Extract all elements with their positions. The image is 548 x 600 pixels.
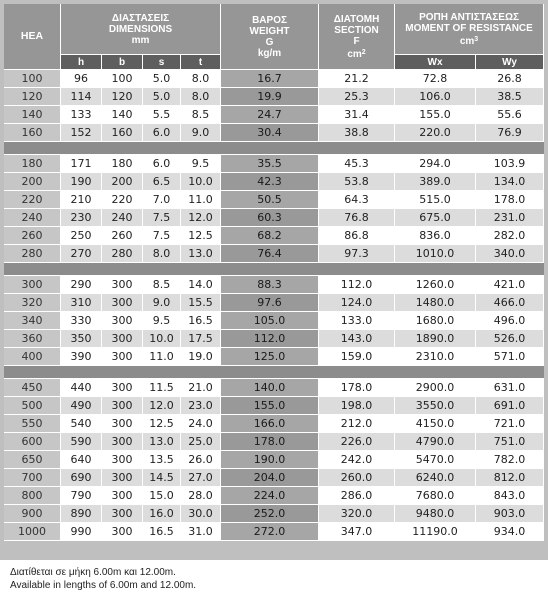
- table-row: [4, 209, 544, 227]
- cell-wx: 155.0: [395, 106, 476, 124]
- cell-hea: 400: [4, 348, 61, 366]
- weight-symbol: G: [265, 36, 274, 48]
- cell-s: 11.0: [143, 348, 181, 366]
- cell-b: 300: [102, 312, 143, 330]
- table-body: [4, 70, 544, 541]
- moment-english: MOMENT OF RESISTANCE: [405, 22, 533, 34]
- cell-wx: 2900.0: [395, 379, 476, 397]
- cell-s: 7.5: [143, 209, 181, 227]
- cell-b: 300: [102, 505, 143, 523]
- cell-h: 210: [61, 191, 102, 209]
- cell-section: 178.0: [319, 379, 395, 397]
- cell-t: 15.5: [181, 294, 221, 312]
- cell-weight: 19.9: [221, 88, 319, 106]
- moment-unit-exponent: 3: [474, 35, 479, 43]
- cell-h: 330: [61, 312, 102, 330]
- weight-greek: ΒΑΡΟΣ: [252, 14, 287, 26]
- cell-section: 86.8: [319, 227, 395, 245]
- availability-note: [10, 566, 196, 592]
- cell-b: 300: [102, 433, 143, 451]
- col-h-header: h: [61, 55, 102, 70]
- col-moment-header: [395, 4, 544, 55]
- table-row: [4, 330, 544, 348]
- cell-b: 140: [102, 106, 143, 124]
- cell-t: 9.0: [181, 124, 221, 142]
- cell-s: 6.0: [143, 155, 181, 173]
- cell-h: 270: [61, 245, 102, 263]
- col-b-header: b: [102, 55, 143, 70]
- cell-weight: 42.3: [221, 173, 319, 191]
- cell-section: 112.0: [319, 276, 395, 294]
- cell-t: 14.0: [181, 276, 221, 294]
- cell-wy: 526.0: [476, 330, 544, 348]
- cell-hea: 100: [4, 70, 61, 88]
- cell-b: 300: [102, 469, 143, 487]
- table-row: [4, 451, 544, 469]
- cell-wx: 4790.0: [395, 433, 476, 451]
- cell-h: 171: [61, 155, 102, 173]
- cell-section: 133.0: [319, 312, 395, 330]
- cell-b: 260: [102, 227, 143, 245]
- cell-h: 114: [61, 88, 102, 106]
- group-separator-cell: [4, 142, 544, 155]
- cell-section: 21.2: [319, 70, 395, 88]
- cell-b: 160: [102, 124, 143, 142]
- cell-wx: 11190.0: [395, 523, 476, 541]
- cell-b: 240: [102, 209, 143, 227]
- availability-note-greek: Διατίθεται σε μήκη 6.00m και 12.00m.: [10, 567, 176, 578]
- cell-t: 31.0: [181, 523, 221, 541]
- cell-section: 198.0: [319, 397, 395, 415]
- cell-hea: 340: [4, 312, 61, 330]
- cell-weight: 140.0: [221, 379, 319, 397]
- cell-b: 300: [102, 451, 143, 469]
- cell-b: 180: [102, 155, 143, 173]
- cell-wy: 782.0: [476, 451, 544, 469]
- col-weight-header: [221, 4, 319, 70]
- cell-wx: 72.8: [395, 70, 476, 88]
- cell-t: 9.5: [181, 155, 221, 173]
- cell-weight: 76.4: [221, 245, 319, 263]
- cell-wy: 631.0: [476, 379, 544, 397]
- cell-b: 300: [102, 379, 143, 397]
- col-hea-header: [4, 4, 61, 70]
- moment-greek: ΡΟΠΗ ΑΝΤΙΣΤΑΣΕΩΣ: [419, 11, 519, 23]
- cell-wy: 903.0: [476, 505, 544, 523]
- hea-dimensions-table: [4, 4, 544, 541]
- cell-b: 300: [102, 397, 143, 415]
- cell-wx: 9480.0: [395, 505, 476, 523]
- cell-wy: 571.0: [476, 348, 544, 366]
- cell-wx: 1680.0: [395, 312, 476, 330]
- cell-wy: 178.0: [476, 191, 544, 209]
- cell-t: 21.0: [181, 379, 221, 397]
- cell-section: 143.0: [319, 330, 395, 348]
- cell-weight: 35.5: [221, 155, 319, 173]
- cell-wx: 220.0: [395, 124, 476, 142]
- section-unit-text: cm: [347, 48, 362, 60]
- cell-weight: 97.6: [221, 294, 319, 312]
- section-greek: ΔΙΑΤΟΜΗ: [333, 13, 380, 25]
- cell-b: 300: [102, 415, 143, 433]
- cell-h: 190: [61, 173, 102, 191]
- cell-hea: 550: [4, 415, 61, 433]
- cell-weight: 252.0: [221, 505, 319, 523]
- cell-weight: 125.0: [221, 348, 319, 366]
- cell-s: 5.5: [143, 106, 181, 124]
- table-row: [4, 379, 544, 397]
- weight-unit: kg/m: [257, 47, 282, 59]
- cell-hea: 900: [4, 505, 61, 523]
- cell-weight: 155.0: [221, 397, 319, 415]
- cell-wy: 340.0: [476, 245, 544, 263]
- cell-section: 45.3: [319, 155, 395, 173]
- cell-wy: 466.0: [476, 294, 544, 312]
- cell-t: 26.0: [181, 451, 221, 469]
- cell-weight: 16.7: [221, 70, 319, 88]
- table-row: [4, 173, 544, 191]
- dimensions-greek: ΔΙΑΣΤΑΣΕΙΣ: [111, 12, 170, 24]
- table-row: [4, 505, 544, 523]
- cell-weight: 50.5: [221, 191, 319, 209]
- cell-h: 540: [61, 415, 102, 433]
- cell-weight: 24.7: [221, 106, 319, 124]
- cell-t: 23.0: [181, 397, 221, 415]
- table-row: [4, 245, 544, 263]
- cell-wy: 76.9: [476, 124, 544, 142]
- table-row: [4, 70, 544, 88]
- cell-s: 7.5: [143, 227, 181, 245]
- cell-s: 7.0: [143, 191, 181, 209]
- cell-section: 97.3: [319, 245, 395, 263]
- cell-wy: 231.0: [476, 209, 544, 227]
- cell-h: 290: [61, 276, 102, 294]
- cell-s: 9.0: [143, 294, 181, 312]
- cell-weight: 224.0: [221, 487, 319, 505]
- cell-s: 8.0: [143, 245, 181, 263]
- cell-t: 8.5: [181, 106, 221, 124]
- table-row: [4, 88, 544, 106]
- cell-section: 38.8: [319, 124, 395, 142]
- cell-wx: 1480.0: [395, 294, 476, 312]
- group-separator-cell: [4, 366, 544, 379]
- hea-label: HEA: [20, 30, 44, 42]
- cell-s: 12.5: [143, 415, 181, 433]
- table-row: [4, 191, 544, 209]
- table-row: [4, 348, 544, 366]
- cell-hea: 800: [4, 487, 61, 505]
- cell-t: 24.0: [181, 415, 221, 433]
- cell-h: 133: [61, 106, 102, 124]
- cell-t: 25.0: [181, 433, 221, 451]
- cell-h: 310: [61, 294, 102, 312]
- cell-section: 347.0: [319, 523, 395, 541]
- section-symbol: F: [353, 35, 360, 47]
- cell-wx: 1890.0: [395, 330, 476, 348]
- cell-section: 226.0: [319, 433, 395, 451]
- cell-weight: 178.0: [221, 433, 319, 451]
- cell-weight: 272.0: [221, 523, 319, 541]
- cell-t: 27.0: [181, 469, 221, 487]
- cell-s: 13.5: [143, 451, 181, 469]
- cell-wx: 389.0: [395, 173, 476, 191]
- cell-wx: 515.0: [395, 191, 476, 209]
- cell-section: 31.4: [319, 106, 395, 124]
- cell-b: 220: [102, 191, 143, 209]
- cell-wy: 751.0: [476, 433, 544, 451]
- col-dimensions-header: [61, 4, 221, 55]
- col-wx-header: Wx: [395, 55, 476, 70]
- cell-s: 11.5: [143, 379, 181, 397]
- cell-h: 490: [61, 397, 102, 415]
- cell-t: 12.5: [181, 227, 221, 245]
- cell-t: 8.0: [181, 70, 221, 88]
- cell-hea: 450: [4, 379, 61, 397]
- cell-wy: 38.5: [476, 88, 544, 106]
- cell-t: 19.0: [181, 348, 221, 366]
- cell-s: 15.0: [143, 487, 181, 505]
- col-wy-header: Wy: [476, 55, 544, 70]
- cell-hea: 300: [4, 276, 61, 294]
- cell-b: 300: [102, 487, 143, 505]
- cell-hea: 360: [4, 330, 61, 348]
- col-s-header: s: [143, 55, 181, 70]
- cell-wx: 3550.0: [395, 397, 476, 415]
- cell-h: 250: [61, 227, 102, 245]
- cell-s: 14.5: [143, 469, 181, 487]
- cell-weight: 68.2: [221, 227, 319, 245]
- cell-section: 286.0: [319, 487, 395, 505]
- section-unit: [319, 47, 394, 60]
- cell-b: 280: [102, 245, 143, 263]
- cell-weight: 30.4: [221, 124, 319, 142]
- cell-b: 300: [102, 294, 143, 312]
- group-separator: [4, 142, 544, 155]
- table-row: [4, 294, 544, 312]
- cell-section: 124.0: [319, 294, 395, 312]
- cell-h: 390: [61, 348, 102, 366]
- cell-s: 10.0: [143, 330, 181, 348]
- cell-hea: 280: [4, 245, 61, 263]
- cell-wx: 106.0: [395, 88, 476, 106]
- cell-h: 590: [61, 433, 102, 451]
- cell-hea: 240: [4, 209, 61, 227]
- cell-h: 890: [61, 505, 102, 523]
- cell-s: 6.5: [143, 173, 181, 191]
- cell-wy: 26.8: [476, 70, 544, 88]
- cell-wx: 2310.0: [395, 348, 476, 366]
- table-row: [4, 124, 544, 142]
- cell-b: 300: [102, 348, 143, 366]
- cell-wy: 55.6: [476, 106, 544, 124]
- cell-weight: 166.0: [221, 415, 319, 433]
- table-row: [4, 487, 544, 505]
- cell-weight: 204.0: [221, 469, 319, 487]
- cell-t: 12.0: [181, 209, 221, 227]
- table-row: [4, 276, 544, 294]
- cell-b: 300: [102, 523, 143, 541]
- cell-s: 5.0: [143, 70, 181, 88]
- cell-hea: 320: [4, 294, 61, 312]
- cell-h: 230: [61, 209, 102, 227]
- cell-wx: 6240.0: [395, 469, 476, 487]
- table-row: [4, 433, 544, 451]
- table-row: [4, 397, 544, 415]
- moment-unit-text: cm: [459, 35, 475, 47]
- cell-wx: 1260.0: [395, 276, 476, 294]
- cell-hea: 1000: [4, 523, 61, 541]
- cell-h: 440: [61, 379, 102, 397]
- cell-hea: 650: [4, 451, 61, 469]
- cell-t: 28.0: [181, 487, 221, 505]
- cell-wy: 691.0: [476, 397, 544, 415]
- table-row: [4, 415, 544, 433]
- cell-wy: 134.0: [476, 173, 544, 191]
- table-row: [4, 523, 544, 541]
- cell-t: 10.0: [181, 173, 221, 191]
- table-row: [4, 155, 544, 173]
- cell-section: 212.0: [319, 415, 395, 433]
- moment-unit: [395, 34, 543, 47]
- cell-hea: 600: [4, 433, 61, 451]
- cell-weight: 105.0: [221, 312, 319, 330]
- cell-wy: 812.0: [476, 469, 544, 487]
- cell-s: 8.5: [143, 276, 181, 294]
- cell-s: 16.5: [143, 523, 181, 541]
- availability-note-english: Available in lengths of 6.00m and 12.00m.: [10, 580, 197, 591]
- cell-section: 25.3: [319, 88, 395, 106]
- cell-t: 16.5: [181, 312, 221, 330]
- cell-h: 350: [61, 330, 102, 348]
- cell-wx: 5470.0: [395, 451, 476, 469]
- table-row: [4, 227, 544, 245]
- cell-t: 11.0: [181, 191, 221, 209]
- cell-section: 64.3: [319, 191, 395, 209]
- cell-hea: 140: [4, 106, 61, 124]
- cell-wx: 836.0: [395, 227, 476, 245]
- cell-hea: 160: [4, 124, 61, 142]
- cell-wy: 103.9: [476, 155, 544, 173]
- dimensions-unit: mm: [131, 34, 150, 46]
- table-row: [4, 106, 544, 124]
- cell-t: 30.0: [181, 505, 221, 523]
- cell-t: 13.0: [181, 245, 221, 263]
- cell-section: 242.0: [319, 451, 395, 469]
- table-row: [4, 469, 544, 487]
- cell-section: 260.0: [319, 469, 395, 487]
- cell-hea: 220: [4, 191, 61, 209]
- cell-hea: 120: [4, 88, 61, 106]
- cell-b: 200: [102, 173, 143, 191]
- cell-weight: 60.3: [221, 209, 319, 227]
- cell-section: 53.8: [319, 173, 395, 191]
- cell-s: 13.0: [143, 433, 181, 451]
- cell-wx: 7680.0: [395, 487, 476, 505]
- cell-wy: 721.0: [476, 415, 544, 433]
- table-row: [4, 312, 544, 330]
- cell-h: 790: [61, 487, 102, 505]
- weight-english: WEIGHT: [249, 25, 290, 37]
- cell-wx: 294.0: [395, 155, 476, 173]
- cell-s: 9.5: [143, 312, 181, 330]
- cell-section: 76.8: [319, 209, 395, 227]
- cell-section: 320.0: [319, 505, 395, 523]
- cell-section: 159.0: [319, 348, 395, 366]
- col-t-header: t: [181, 55, 221, 70]
- cell-hea: 500: [4, 397, 61, 415]
- section-english: SECTION: [334, 24, 379, 36]
- cell-h: 152: [61, 124, 102, 142]
- cell-b: 100: [102, 70, 143, 88]
- dimensions-english: DIMENSIONS: [108, 23, 173, 35]
- cell-wy: 282.0: [476, 227, 544, 245]
- cell-weight: 112.0: [221, 330, 319, 348]
- cell-wx: 4150.0: [395, 415, 476, 433]
- cell-wx: 675.0: [395, 209, 476, 227]
- cell-s: 16.0: [143, 505, 181, 523]
- cell-h: 690: [61, 469, 102, 487]
- cell-hea: 180: [4, 155, 61, 173]
- col-section-header: [319, 4, 395, 70]
- cell-hea: 260: [4, 227, 61, 245]
- cell-wy: 934.0: [476, 523, 544, 541]
- cell-s: 12.0: [143, 397, 181, 415]
- cell-h: 990: [61, 523, 102, 541]
- cell-t: 17.5: [181, 330, 221, 348]
- cell-weight: 88.3: [221, 276, 319, 294]
- cell-wy: 496.0: [476, 312, 544, 330]
- group-separator: [4, 263, 544, 276]
- cell-hea: 700: [4, 469, 61, 487]
- cell-s: 6.0: [143, 124, 181, 142]
- cell-h: 640: [61, 451, 102, 469]
- cell-wy: 421.0: [476, 276, 544, 294]
- cell-wx: 1010.0: [395, 245, 476, 263]
- cell-b: 300: [102, 330, 143, 348]
- section-unit-exponent: 2: [361, 48, 366, 56]
- cell-weight: 190.0: [221, 451, 319, 469]
- cell-b: 120: [102, 88, 143, 106]
- cell-hea: 200: [4, 173, 61, 191]
- cell-wy: 843.0: [476, 487, 544, 505]
- group-separator: [4, 366, 544, 379]
- cell-h: 96: [61, 70, 102, 88]
- cell-s: 5.0: [143, 88, 181, 106]
- cell-b: 300: [102, 276, 143, 294]
- group-separator-cell: [4, 263, 544, 276]
- cell-t: 8.0: [181, 88, 221, 106]
